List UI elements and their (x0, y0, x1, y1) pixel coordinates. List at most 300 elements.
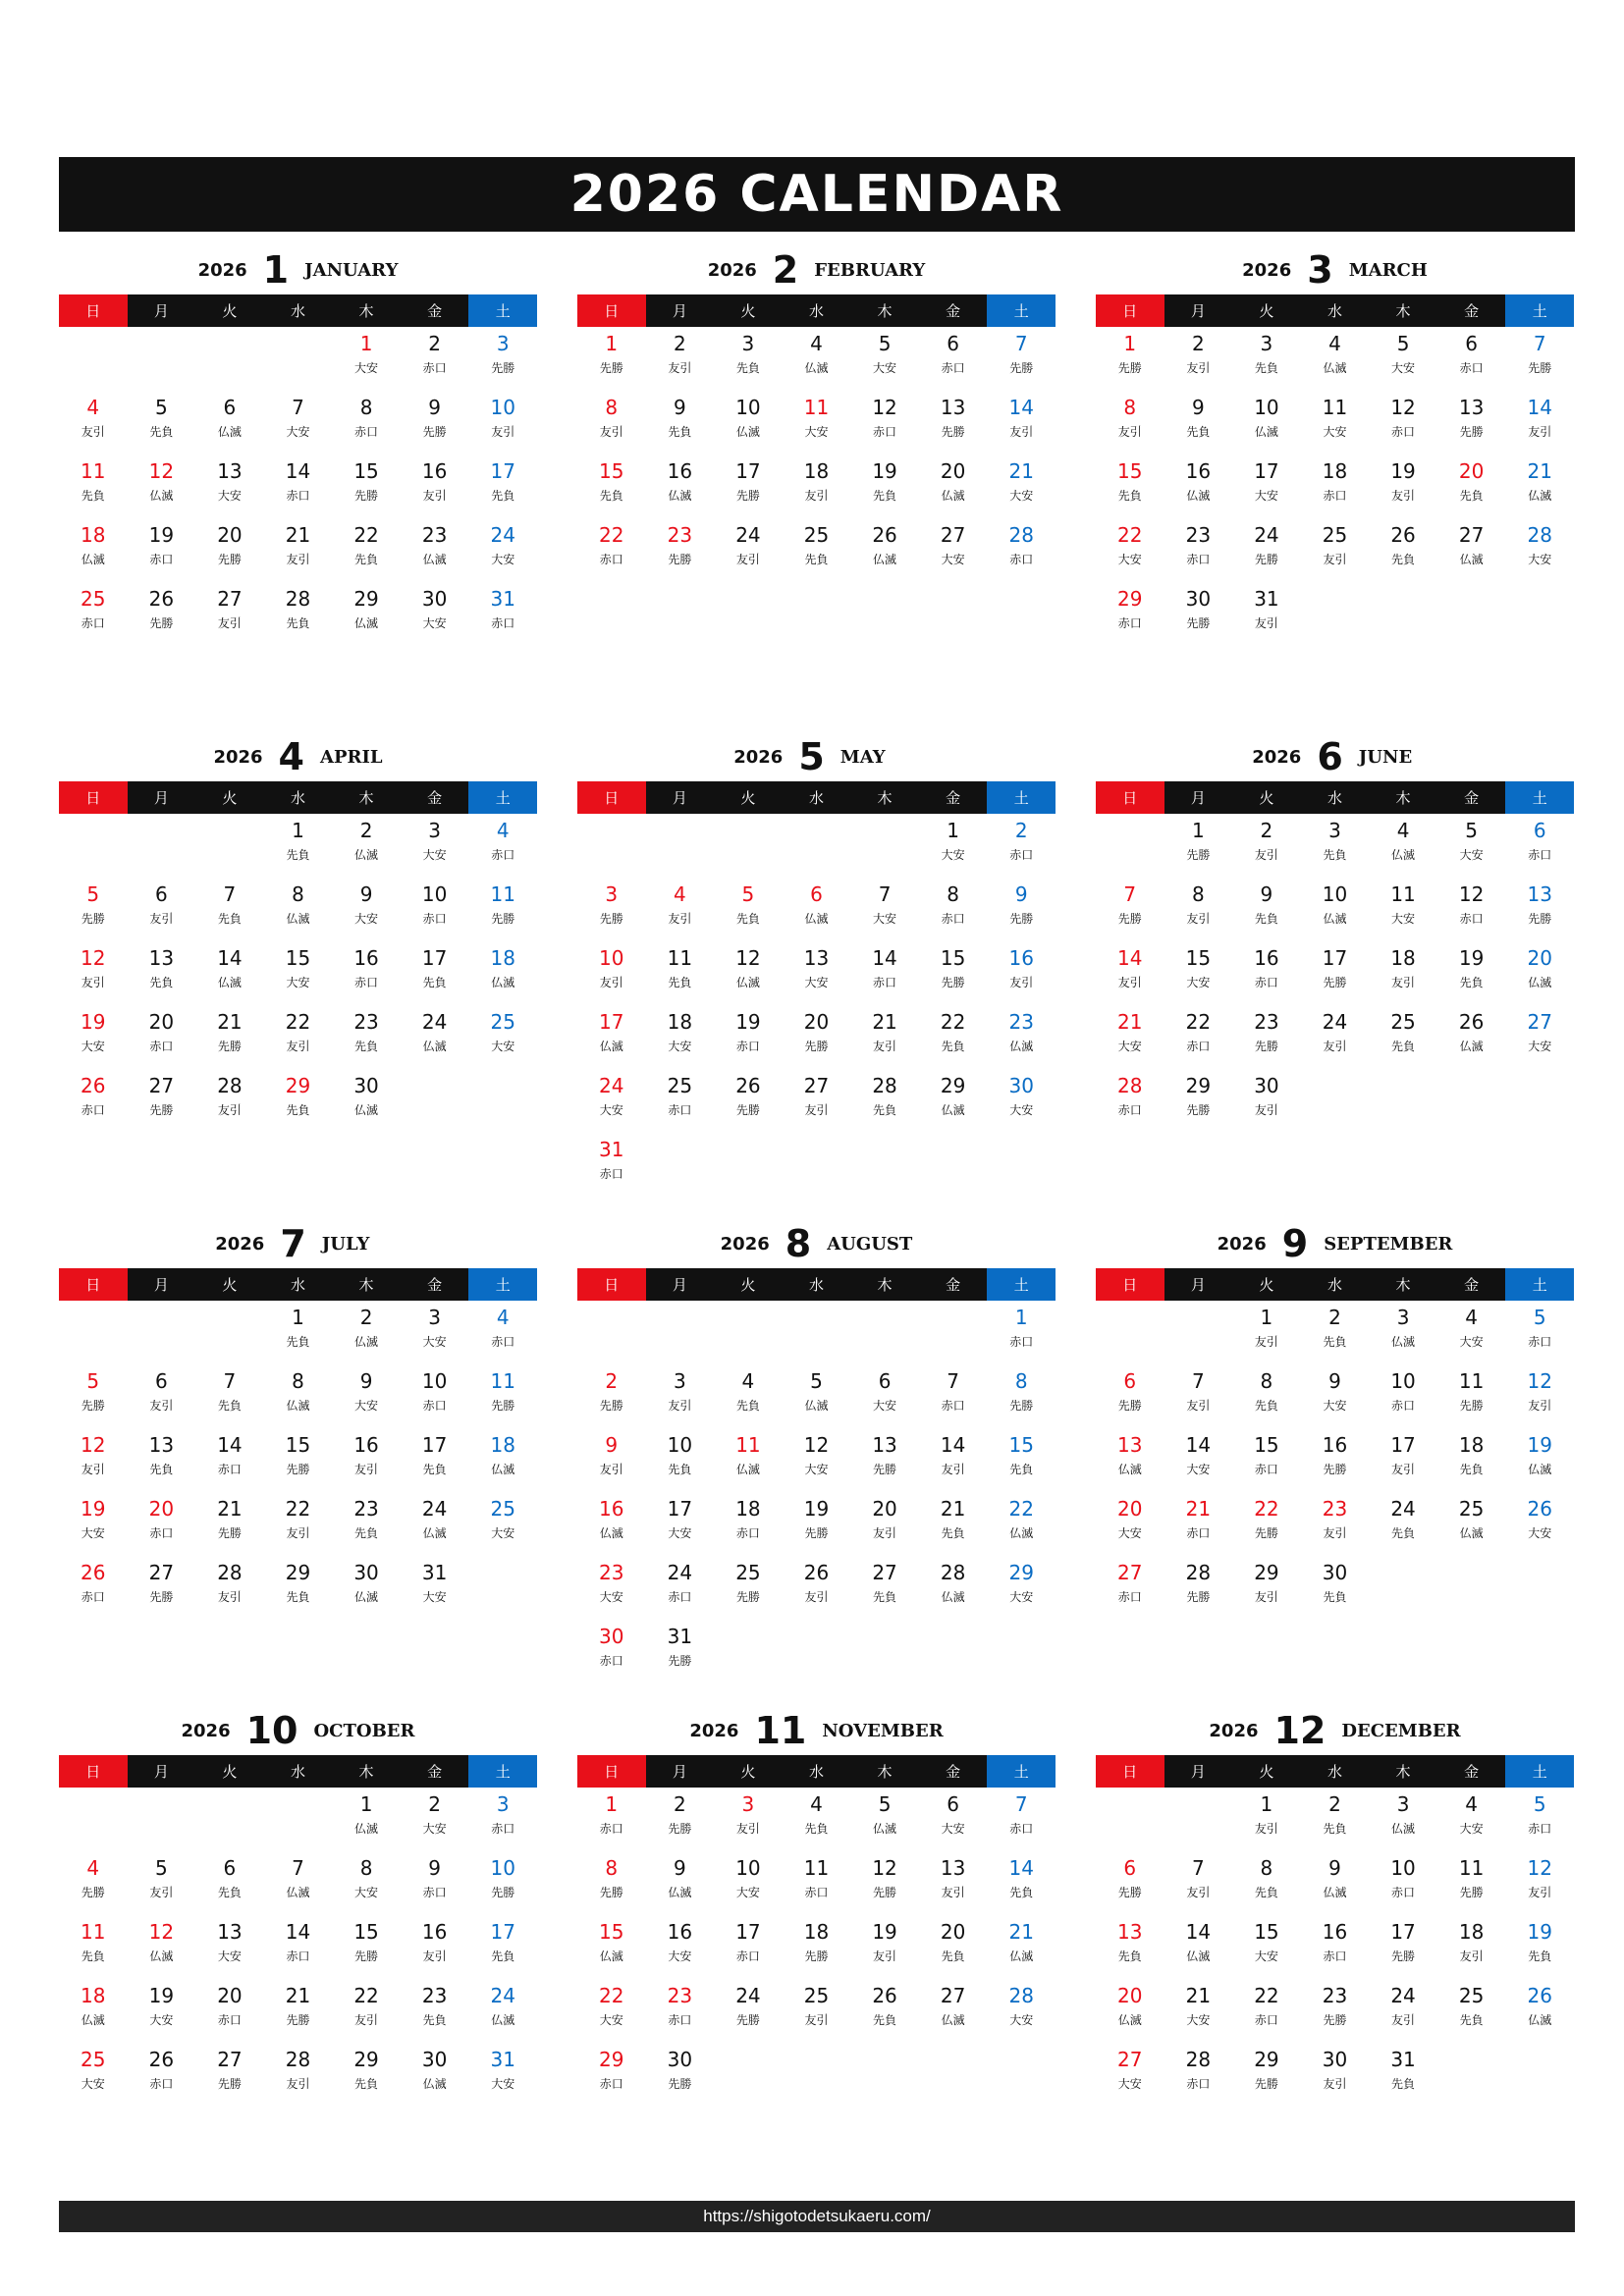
day-cell (1505, 814, 1574, 878)
day-cell (1437, 878, 1506, 941)
rokuyo-label: 大安 (668, 1526, 692, 1540)
weekday-header-row (1096, 1268, 1574, 1301)
day-cell (646, 1364, 715, 1428)
day-cell (264, 1492, 333, 1556)
day-number: 20 (1527, 946, 1552, 970)
day-cell (1505, 518, 1574, 582)
day-number: 14 (1117, 946, 1143, 970)
day-number: 11 (735, 1433, 761, 1457)
rokuyo-label: 仏滅 (735, 976, 760, 989)
day-cell (1164, 1979, 1233, 2043)
day-cell (1301, 1979, 1370, 2043)
day-cell (577, 391, 646, 454)
rokuyo-label: 赤口 (1323, 1949, 1347, 1963)
weekday-label: 日 (59, 294, 128, 327)
rokuyo-label: 大安 (668, 1949, 692, 1963)
day-number: 1 (1191, 819, 1205, 842)
day-number: 12 (872, 396, 897, 419)
day-cell (401, 518, 469, 582)
weekday-label: 月 (672, 302, 687, 320)
day-cell (195, 454, 264, 518)
day-number: 25 (1322, 523, 1348, 547)
day-number: 29 (285, 1561, 311, 1584)
day-number: 1 (1260, 1306, 1273, 1329)
day-cell (577, 878, 646, 941)
day-cell (577, 2043, 646, 2107)
month-number: 5 (798, 735, 825, 778)
day-cell (59, 878, 128, 941)
day-number: 18 (667, 1010, 693, 1034)
day-cell (783, 1364, 851, 1428)
day-cell (987, 1005, 1056, 1069)
day-cell (332, 1851, 401, 1915)
day-number: 13 (217, 1920, 243, 1944)
day-cell (1505, 1851, 1574, 1915)
month-header (59, 245, 537, 294)
day-cell (1164, 391, 1233, 454)
rokuyo-label: 仏滅 (1459, 1526, 1484, 1540)
day-cell (919, 1492, 988, 1556)
rokuyo-label: 仏滅 (1459, 553, 1484, 566)
day-number: 3 (741, 1792, 755, 1816)
day-number: 17 (1322, 946, 1348, 970)
empty-cell (128, 1301, 196, 1364)
weekday-label: 火 (740, 789, 756, 807)
rokuyo-label: 大安 (804, 976, 829, 989)
weekday-label: 火 (740, 1276, 756, 1294)
day-number: 17 (1390, 1433, 1416, 1457)
rokuyo-label: 友引 (491, 425, 515, 439)
empty-cell (783, 814, 851, 878)
rokuyo-label: 仏滅 (422, 1526, 447, 1540)
day-number: 26 (735, 1074, 761, 1097)
day-number: 11 (81, 1920, 106, 1944)
day-number: 14 (1527, 396, 1552, 419)
rokuyo-label: 仏滅 (217, 425, 242, 439)
day-cell (59, 1556, 128, 1620)
month-name: JUNE (1358, 746, 1413, 768)
rokuyo-label: 友引 (873, 1949, 897, 1963)
weekday-header-row (1096, 294, 1574, 327)
day-number: 14 (1008, 396, 1034, 419)
day-cell (714, 391, 783, 454)
rokuyo-label: 友引 (1009, 425, 1034, 439)
day-number: 16 (1322, 1920, 1348, 1944)
footer-url[interactable]: https://shigotodetsukaeru.com/ (703, 2207, 931, 2225)
weekday-label: 月 (153, 1763, 169, 1781)
day-cell (714, 1364, 783, 1428)
day-cell (468, 1851, 537, 1915)
day-cell (646, 1005, 715, 1069)
day-cell (919, 814, 988, 878)
day-number: 26 (1527, 1984, 1552, 2007)
day-number: 31 (490, 587, 515, 611)
day-number: 23 (353, 1010, 379, 1034)
rokuyo-label: 大安 (1009, 2013, 1034, 2027)
day-number: 11 (667, 946, 693, 970)
rokuyo-label: 先勝 (1186, 848, 1211, 862)
day-cell (646, 518, 715, 582)
rokuyo-label: 友引 (599, 425, 623, 439)
rokuyo-label: 先負 (354, 1526, 379, 1540)
rokuyo-label: 赤口 (1117, 1103, 1142, 1117)
weekday-label: 金 (1464, 789, 1480, 807)
day-cell (1232, 454, 1301, 518)
day-number: 7 (223, 1369, 237, 1393)
day-cell (850, 1428, 919, 1492)
rokuyo-label: 大安 (599, 1103, 623, 1117)
empty-cell (59, 327, 128, 391)
day-cell (264, 391, 333, 454)
day-number: 17 (490, 1920, 515, 1944)
rokuyo-label: 友引 (1459, 1949, 1484, 1963)
day-cell (264, 518, 333, 582)
day-number: 29 (1254, 2048, 1279, 2071)
day-number: 12 (735, 946, 761, 970)
day-cell (714, 1428, 783, 1492)
month-number: 11 (754, 1709, 807, 1752)
day-cell (1232, 582, 1301, 646)
day-number: 5 (154, 396, 168, 419)
month-header (1096, 1706, 1574, 1755)
rokuyo-label: 先負 (668, 1463, 692, 1476)
day-number: 18 (490, 1433, 515, 1457)
rokuyo-label: 先勝 (217, 2077, 242, 2091)
rokuyo-label: 赤口 (354, 425, 379, 439)
day-number: 27 (148, 1074, 175, 1097)
rokuyo-label: 友引 (1391, 976, 1416, 989)
rokuyo-label: 大安 (422, 1590, 447, 1604)
rokuyo-label: 先勝 (1254, 1040, 1278, 1053)
day-cell (332, 327, 401, 391)
rokuyo-label: 友引 (217, 1590, 242, 1604)
day-number: 26 (148, 587, 175, 611)
day-cell (1164, 1915, 1233, 1979)
weekday-label: 木 (358, 302, 374, 320)
day-cell (783, 1788, 851, 1851)
month-year: 2026 (1209, 1720, 1259, 1741)
day-cell (1164, 1492, 1233, 1556)
day-number: 23 (1322, 1497, 1348, 1521)
day-number: 12 (872, 1856, 897, 1880)
month-number: 4 (278, 735, 304, 778)
day-cell (332, 941, 401, 1005)
day-cell (1437, 454, 1506, 518)
day-cell (1369, 1915, 1437, 1979)
day-number: 20 (940, 1920, 966, 1944)
day-number: 4 (1465, 1792, 1478, 1816)
day-number: 2 (1328, 1792, 1341, 1816)
rokuyo-label: 仏滅 (1391, 848, 1416, 862)
day-number: 27 (1527, 1010, 1552, 1034)
day-cell (128, 1851, 196, 1915)
rokuyo-label: 大安 (1186, 2013, 1211, 2027)
rokuyo-label: 赤口 (599, 2077, 623, 2091)
day-cell (646, 391, 715, 454)
day-number: 9 (1014, 882, 1028, 906)
empty-cell (264, 1788, 333, 1851)
rokuyo-label: 大安 (491, 1526, 515, 1540)
day-number: 12 (1527, 1856, 1552, 1880)
day-cell (850, 1364, 919, 1428)
day-number: 18 (803, 459, 830, 483)
weekday-label: 水 (808, 1763, 824, 1781)
day-number: 23 (599, 1561, 624, 1584)
day-number: 28 (1185, 1561, 1212, 1584)
day-cell (850, 878, 919, 941)
day-number: 17 (667, 1497, 693, 1521)
day-number: 16 (1254, 946, 1279, 970)
day-cell (1301, 1915, 1370, 1979)
rokuyo-label: 友引 (599, 976, 623, 989)
rokuyo-label: 先勝 (491, 1399, 515, 1413)
day-cell (264, 878, 333, 941)
day-number: 17 (735, 459, 761, 483)
day-cell (332, 1364, 401, 1428)
rokuyo-label: 先勝 (81, 1886, 105, 1899)
day-number: 4 (86, 396, 100, 419)
day-number: 25 (803, 523, 830, 547)
month-number: 9 (1281, 1222, 1309, 1265)
day-cell (468, 1364, 537, 1428)
day-number: 13 (1117, 1920, 1143, 1944)
rokuyo-label: 先勝 (1009, 1399, 1034, 1413)
rokuyo-label: 先勝 (668, 1654, 692, 1668)
day-number: 6 (947, 332, 959, 355)
rokuyo-label: 赤口 (1254, 1463, 1278, 1476)
day-cell (987, 1851, 1056, 1915)
day-cell (987, 391, 1056, 454)
rokuyo-label: 赤口 (599, 553, 623, 566)
day-cell (646, 454, 715, 518)
day-number: 13 (148, 1433, 175, 1457)
day-number: 10 (1390, 1369, 1416, 1393)
weekday-label: 木 (1395, 302, 1411, 320)
month-number: 7 (280, 1222, 306, 1265)
rokuyo-label: 先負 (1391, 553, 1416, 566)
day-number: 22 (1185, 1010, 1212, 1034)
day-cell (577, 1492, 646, 1556)
rokuyo-label: 仏滅 (941, 489, 965, 503)
rokuyo-label: 赤口 (1528, 1335, 1552, 1349)
day-cell (59, 454, 128, 518)
day-number: 28 (285, 2048, 311, 2071)
day-number: 16 (667, 459, 693, 483)
day-cell (1232, 1428, 1301, 1492)
rokuyo-label: 仏滅 (422, 1040, 447, 1053)
day-cell (1096, 1979, 1164, 2043)
month-year: 2026 (733, 746, 784, 768)
day-number: 5 (86, 1369, 100, 1393)
day-cell (1505, 454, 1574, 518)
day-cell (714, 878, 783, 941)
rokuyo-label: 仏滅 (873, 1822, 897, 1836)
day-cell (332, 391, 401, 454)
day-cell (1232, 1556, 1301, 1620)
day-number: 6 (1123, 1856, 1137, 1880)
day-number: 8 (1123, 396, 1137, 419)
day-cell (401, 1301, 469, 1364)
rokuyo-label: 仏滅 (1391, 1822, 1416, 1836)
day-cell (1369, 1005, 1437, 1069)
day-number: 20 (1117, 1497, 1143, 1521)
rokuyo-label: 先負 (422, 976, 447, 989)
weekday-label: 土 (1505, 1755, 1574, 1788)
day-cell (401, 327, 469, 391)
day-cell (987, 1788, 1056, 1851)
day-cell (987, 941, 1056, 1005)
day-cell (401, 1788, 469, 1851)
rokuyo-label: 先勝 (941, 976, 965, 989)
day-number: 2 (673, 1792, 686, 1816)
rokuyo-label: 大安 (941, 553, 965, 566)
day-cell (987, 454, 1056, 518)
day-cell (1232, 1492, 1301, 1556)
month-year: 2026 (1252, 746, 1302, 768)
day-cell (1096, 878, 1164, 941)
weekday-label: 土 (468, 294, 537, 327)
rokuyo-label: 友引 (735, 553, 760, 566)
rokuyo-label: 大安 (286, 425, 310, 439)
day-cell (59, 1915, 128, 1979)
rokuyo-label: 仏滅 (599, 1526, 623, 1540)
day-number: 23 (667, 1984, 693, 2007)
weekday-label: 金 (1464, 1763, 1480, 1781)
day-number: 29 (1254, 1561, 1279, 1584)
day-number: 3 (1396, 1792, 1410, 1816)
day-cell (1096, 454, 1164, 518)
day-number: 10 (599, 946, 624, 970)
rokuyo-label: 友引 (599, 1463, 623, 1476)
day-number: 24 (599, 1074, 624, 1097)
rokuyo-label: 仏滅 (491, 1463, 515, 1476)
day-number: 19 (81, 1010, 106, 1034)
day-cell (646, 1492, 715, 1556)
day-cell (1232, 2043, 1301, 2107)
rokuyo-label: 先勝 (149, 1103, 174, 1117)
rokuyo-label: 友引 (804, 1103, 829, 1117)
day-cell (1437, 814, 1506, 878)
day-number: 13 (940, 1856, 966, 1880)
day-number: 7 (292, 1856, 304, 1880)
rokuyo-label: 赤口 (491, 1822, 515, 1836)
day-cell (850, 1788, 919, 1851)
day-number: 11 (1322, 396, 1348, 419)
weekday-label: 木 (1395, 789, 1411, 807)
rokuyo-label: 先勝 (1254, 1526, 1278, 1540)
rokuyo-label: 大安 (941, 1822, 965, 1836)
day-cell (1096, 1492, 1164, 1556)
rokuyo-label: 先負 (873, 2013, 897, 2027)
day-number: 3 (673, 1369, 686, 1393)
day-cell (646, 878, 715, 941)
weekday-label: 月 (153, 789, 169, 807)
day-number: 5 (86, 882, 100, 906)
day-number: 18 (81, 523, 106, 547)
day-number: 6 (223, 396, 237, 419)
rokuyo-label: 先負 (1391, 1526, 1416, 1540)
day-number: 9 (428, 1856, 441, 1880)
day-number: 7 (1123, 882, 1137, 906)
rokuyo-label: 赤口 (149, 2077, 174, 2091)
day-number: 2 (428, 1792, 441, 1816)
weekday-label: 水 (290, 302, 305, 320)
rokuyo-label: 先負 (1459, 2013, 1484, 2027)
day-number: 24 (1390, 1984, 1416, 2007)
rokuyo-label: 先勝 (1117, 1886, 1142, 1899)
day-cell (401, 1005, 469, 1069)
empty-cell (850, 814, 919, 878)
day-cell (1369, 391, 1437, 454)
day-number: 31 (421, 1561, 448, 1584)
rokuyo-label: 仏滅 (217, 976, 242, 989)
rokuyo-label: 友引 (422, 489, 447, 503)
day-cell (264, 941, 333, 1005)
rokuyo-label: 大安 (1391, 361, 1416, 375)
weekday-label: 金 (946, 1763, 961, 1781)
weekday-label: 金 (946, 789, 961, 807)
day-number: 7 (878, 882, 892, 906)
day-number: 14 (1185, 1920, 1212, 1944)
day-cell (59, 1005, 128, 1069)
empty-cell (195, 327, 264, 391)
day-number: 12 (148, 1920, 175, 1944)
rokuyo-label: 先負 (286, 616, 310, 630)
weekday-label: 火 (1259, 1763, 1274, 1781)
rokuyo-label: 友引 (354, 1463, 379, 1476)
day-cell (128, 518, 196, 582)
day-cell (1164, 1851, 1233, 1915)
day-cell (1301, 518, 1370, 582)
day-number: 11 (803, 396, 830, 419)
rokuyo-label: 仏滅 (804, 912, 829, 926)
day-cell (783, 941, 851, 1005)
rokuyo-label: 赤口 (1186, 553, 1211, 566)
day-number: 8 (359, 1856, 373, 1880)
day-number: 1 (605, 1792, 619, 1816)
day-cell (468, 941, 537, 1005)
rokuyo-label: 先負 (149, 1463, 174, 1476)
day-cell (468, 391, 537, 454)
day-cell (1369, 454, 1437, 518)
day-grid (1096, 814, 1574, 1133)
day-cell (59, 1492, 128, 1556)
day-number: 14 (217, 1433, 243, 1457)
weekday-label: 月 (1190, 789, 1206, 807)
rokuyo-label: 先負 (941, 1040, 965, 1053)
day-cell (1301, 941, 1370, 1005)
rokuyo-label: 先負 (1323, 848, 1347, 862)
day-number: 28 (217, 1074, 243, 1097)
day-cell (332, 1979, 401, 2043)
month-header (1096, 732, 1574, 781)
rokuyo-label: 赤口 (1459, 912, 1484, 926)
day-cell (401, 814, 469, 878)
rokuyo-label: 友引 (1323, 1526, 1347, 1540)
rokuyo-label: 先負 (1254, 1886, 1278, 1899)
day-cell (577, 454, 646, 518)
empty-cell (919, 1301, 988, 1364)
day-cell (577, 1788, 646, 1851)
day-number: 28 (872, 1074, 897, 1097)
rokuyo-label: 大安 (1528, 553, 1552, 566)
day-cell (332, 1005, 401, 1069)
month-block (1096, 732, 1574, 1219)
rokuyo-label: 友引 (422, 1949, 447, 1963)
day-number: 10 (1322, 882, 1348, 906)
day-cell (1369, 1428, 1437, 1492)
day-cell (1437, 1788, 1506, 1851)
